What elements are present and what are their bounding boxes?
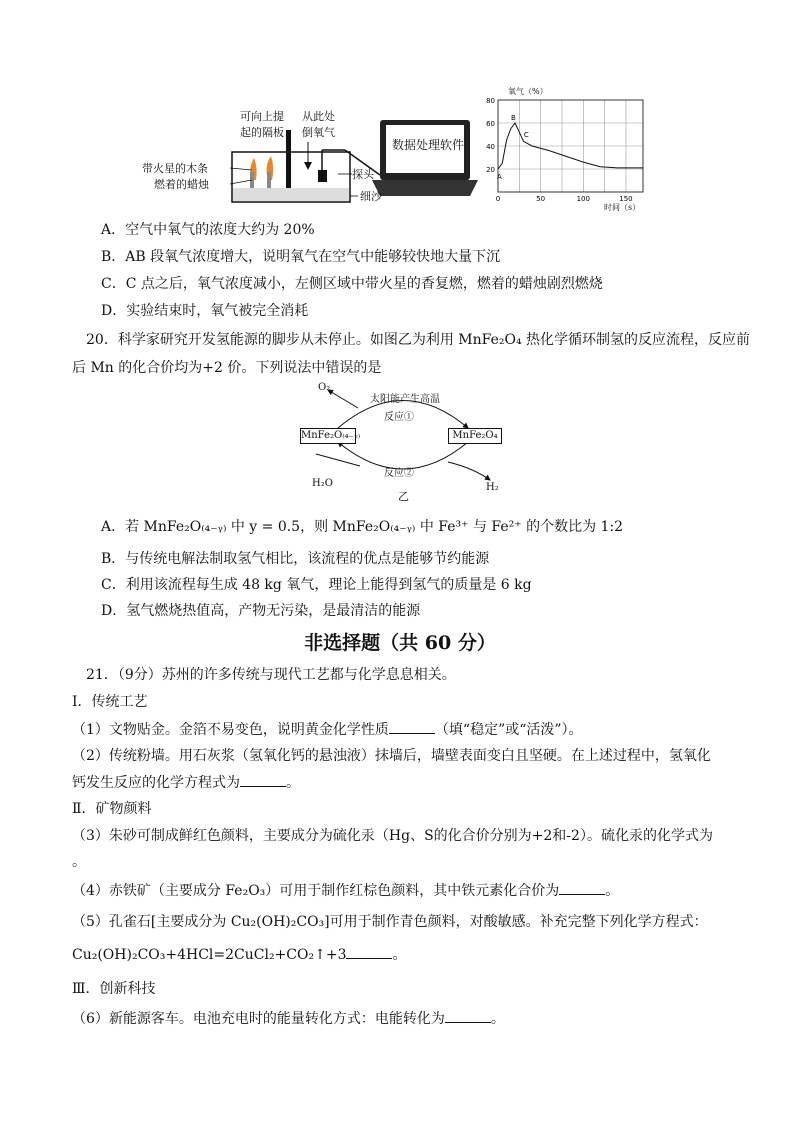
q21-sub4-text: （4）赤铁矿（主要成分 Fe₂O₃）可用于制作红棕色颜料，其中铁元素化合价为: [72, 883, 560, 899]
label-liftable-2: 起的隔板: [240, 126, 284, 139]
y-tick-label: 40: [486, 143, 495, 151]
x-tick-label: 150: [619, 195, 633, 203]
y-tick-label: 60: [486, 120, 495, 128]
answer-blank-4[interactable]: [559, 880, 605, 895]
q21-sub2-end: 。: [286, 775, 300, 791]
answer-blank-1[interactable]: [389, 719, 435, 734]
q21-part3-heading: Ⅲ．创新科技: [72, 981, 156, 997]
q21-sub5-equation: [72, 944, 406, 965]
answer-blank-2[interactable]: [240, 772, 286, 787]
q21-sub3-line2: 。: [72, 854, 86, 870]
answer-blank-5[interactable]: [346, 944, 392, 959]
label-splint: 带火星的木条: [142, 162, 208, 175]
reaction2-label: 反应②: [384, 468, 414, 479]
q21-part2-heading: Ⅱ．矿物颜料: [72, 801, 152, 817]
experiment-figure: [140, 100, 480, 210]
point-label: C: [523, 130, 529, 139]
laptop-screen-text: 数据处理软件: [392, 138, 465, 152]
x-tick-label: 100: [576, 195, 590, 203]
label-pour: 从此处: [302, 110, 335, 123]
label-liftable: 可向上提: [240, 110, 284, 123]
q19-option-a: A．空气中氧气的浓度大约为 20%: [101, 222, 315, 238]
h2-label: H₂: [486, 482, 499, 493]
label-candle: 燃着的蜡烛: [154, 178, 209, 191]
q20-stem-line1: 20．科学家研究开发氢能源的脚步从未停止。如图乙为利用 MnFe₂O₄ 热化学循环制氢的反应流程，反应前: [86, 332, 750, 348]
q21-sub2-line1: （2）传统粉墙。用石灰浆（氢氧化钙的悬浊液）抹墙后，墙壁表面变白且坚硬。在上述过程中，氢氧化: [72, 748, 711, 764]
graph-y-title: 氧气（%）: [508, 87, 548, 96]
right-compound-box: MnFe₂O₄: [448, 428, 502, 444]
point-label: A: [497, 173, 502, 181]
label-probe: 探头: [352, 168, 374, 181]
q21-sub1-text: （1）文物贴金。金箔不易变色，说明黄金化学性质: [72, 722, 389, 738]
y-tick-label: 20: [486, 166, 495, 174]
label-pour-2: 倒氧气: [302, 126, 335, 139]
q21-sub5-eq-text: Cu₂(OH)₂CO₃+4HCl=2CuCl₂+CO₂↑+3: [72, 947, 347, 963]
q20-option-a: A．若 MnFe₂O₍₄₋ᵧ₎ 中 y = 0.5，则 MnFe₂O₍₄₋ᵧ₎ 中 Fe³⁺ 与 Fe²⁺ 的个数比为 1:2: [101, 519, 624, 535]
q21-sub2-text: 钙发生反应的化学方程式为: [72, 775, 240, 791]
q21-sub1-end: （填“稳定”或“活泼”）。: [434, 722, 583, 738]
q21-sub3-line1: （3）朱砂可制成鲜红色颜料，主要成分为硫化汞（Hg、S的化合价分别为+2和-2）。硫化汞的化学式为: [72, 828, 713, 844]
q19-option-d: D．实验结束时，氧气被完全消耗: [101, 303, 309, 319]
oxygen-graph: [482, 84, 652, 214]
x-tick-label: 50: [536, 195, 546, 203]
q21-sub4: [72, 880, 619, 901]
q21-sub6-end: 。: [490, 1011, 505, 1027]
q20-option-b: B．与传统电解法制取氢气相比，该流程的优点是能够节约能源: [101, 551, 490, 567]
q21-sub6-text: （6）新能源客车。电池充电时的能量转化方式：电能转化为: [72, 1011, 445, 1027]
label-sand: 细沙: [360, 190, 382, 203]
x-tick-label: 0: [495, 195, 501, 203]
graph-x-title: 时间（s）: [604, 203, 641, 212]
o2-label: O₂: [318, 382, 331, 393]
q21-sub5-end: 。: [392, 947, 407, 963]
h2o-label: H₂O: [312, 478, 333, 489]
top-condition-label: 太阳能产生高温: [370, 394, 440, 405]
q21-sub1: [72, 719, 583, 740]
q19-option-b: B．AB 段氧气浓度增大，说明氧气在空气中能够较快地大量下沉: [101, 249, 501, 265]
q20-option-c: C．利用该流程每生成 48 kg 氧气，理论上能得到氢气的质量是 6 kg: [101, 577, 532, 593]
section-title: 非选择题（共 60 分）: [304, 632, 496, 654]
point-label: B: [511, 114, 516, 122]
q19-option-c: C．C 点之后，氧气浓度减小，左侧区域中带火星的香复燃，燃着的蜡烛剧烈燃烧: [101, 276, 603, 292]
left-compound-box: MnFe₂O₍₄₋ᵧ₎: [300, 428, 356, 444]
y-tick-label: 80: [486, 97, 495, 105]
diagram-caption: 乙: [398, 490, 409, 503]
q21-sub2-line2: [72, 772, 300, 793]
q21-stem: 21．（9分）苏州的许多传统与现代工艺都与化学息息相关。: [86, 667, 456, 683]
oxygen-chart-svg: [482, 84, 652, 214]
q21-sub4-end: 。: [605, 883, 620, 899]
q21-sub6: [72, 1008, 505, 1029]
answer-blank-6[interactable]: [445, 1008, 491, 1023]
reaction1-label: 反应①: [384, 412, 414, 423]
reaction-cycle-diagram: [298, 378, 508, 502]
q20-stem-line2: 后 Mn 的化合价均为+2 价。下列说法中错误的是: [72, 360, 382, 376]
q20-option-d: D．氢气燃烧热值高，产物无污染，是最清洁的能源: [101, 603, 421, 619]
q21-sub5: （5）孔雀石[主要成分为 Cu₂(OH)₂CO₃]可用于制作青色颜料，对酸敏感。补充完整下列化学方程式：: [72, 914, 708, 930]
q21-part1-heading: Ⅰ．传统工艺: [72, 694, 148, 710]
